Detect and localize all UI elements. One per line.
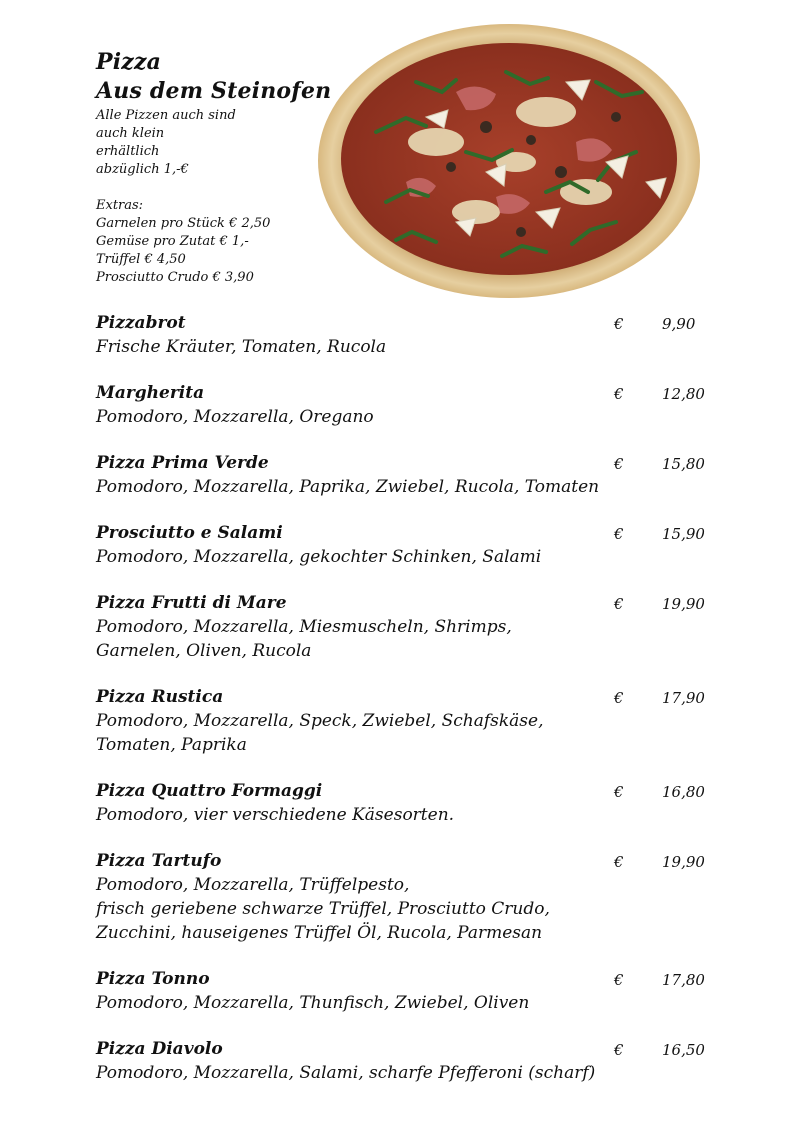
item-description bbox=[96, 873, 736, 945]
item-price: 12,80 bbox=[662, 385, 705, 403]
item-description bbox=[96, 709, 736, 757]
header-notes bbox=[96, 107, 270, 287]
item-currency: € bbox=[614, 689, 624, 707]
item-description-line: Pomodoro, Mozzarella, Oregano bbox=[96, 407, 374, 427]
item-name: Pizza Tartufo bbox=[96, 851, 222, 871]
pizza-photo-icon bbox=[316, 22, 702, 300]
note-line: Alle Pizzen auch sind bbox=[96, 108, 236, 123]
item-description-line: Tomaten, Paprika bbox=[96, 735, 247, 755]
item-currency: € bbox=[614, 385, 624, 403]
menu-item bbox=[96, 382, 736, 429]
item-name: Pizza Diavolo bbox=[96, 1039, 223, 1059]
extras-line: Garnelen pro Stück € 2,50 bbox=[96, 216, 271, 231]
menu-list bbox=[96, 312, 736, 1108]
item-description-line: frisch geriebene schwarze Trüffel, Prosciutto Crudo, bbox=[96, 899, 550, 919]
item-price: 16,80 bbox=[662, 783, 705, 801]
menu-item bbox=[96, 452, 736, 499]
menu-item bbox=[96, 686, 736, 757]
item-description-line: Zucchini, hauseigenes Trüffel Öl, Rucola, Parmesan bbox=[96, 923, 543, 943]
item-description bbox=[96, 475, 736, 499]
item-description bbox=[96, 991, 736, 1015]
item-name: Margherita bbox=[96, 383, 205, 403]
item-currency: € bbox=[614, 853, 624, 871]
item-price: 15,90 bbox=[662, 525, 705, 543]
item-currency: € bbox=[614, 783, 624, 801]
item-description bbox=[96, 405, 736, 429]
item-currency: € bbox=[614, 315, 624, 333]
item-description bbox=[96, 545, 736, 569]
note-line-blank bbox=[96, 179, 270, 197]
item-currency: € bbox=[614, 525, 624, 543]
item-description-line: Pomodoro, Mozzarella, gekochter Schinken, Salami bbox=[96, 547, 542, 567]
extras-line: Prosciutto Crudo € 3,90 bbox=[96, 270, 254, 285]
note-line: erhältlich bbox=[96, 144, 160, 159]
item-price: 19,90 bbox=[662, 853, 705, 871]
menu-item bbox=[96, 312, 736, 359]
item-description-line: Garnelen, Oliven, Rucola bbox=[96, 641, 312, 661]
item-description-line: Pomodoro, Mozzarella, Paprika, Zwiebel, Rucola, Tomaten bbox=[96, 477, 600, 497]
page-title bbox=[96, 48, 331, 106]
item-name: Pizza Frutti di Mare bbox=[96, 593, 287, 613]
item-price: 9,90 bbox=[662, 315, 696, 333]
item-description bbox=[96, 803, 736, 827]
item-price: 17,90 bbox=[662, 689, 705, 707]
menu-item bbox=[96, 850, 736, 945]
item-currency: € bbox=[614, 595, 624, 613]
item-description-line: Pomodoro, vier verschiedene Käsesorten. bbox=[96, 805, 455, 825]
extras-line: Trüffel € 4,50 bbox=[96, 252, 186, 267]
item-description-line: Pomodoro, Mozzarella, Salami, scharfe Pfefferoni (scharf) bbox=[96, 1063, 596, 1083]
extras-heading: Extras: bbox=[96, 198, 144, 213]
note-line: abzüglich 1,-€ bbox=[96, 162, 189, 177]
item-currency: € bbox=[614, 971, 624, 989]
item-description-line: Pomodoro, Mozzarella, Thunfisch, Zwiebel, Oliven bbox=[96, 993, 530, 1013]
item-price: 16,50 bbox=[662, 1041, 705, 1059]
item-name: Prosciutto e Salami bbox=[96, 523, 283, 543]
item-description-line: Pomodoro, Mozzarella, Speck, Zwiebel, Schafskäse, bbox=[96, 711, 544, 731]
item-currency: € bbox=[614, 455, 624, 473]
item-currency: € bbox=[614, 1041, 624, 1059]
menu-item bbox=[96, 592, 736, 663]
item-description-line: Pomodoro, Mozzarella, Trüffelpesto, bbox=[96, 875, 410, 895]
menu-item bbox=[96, 1038, 736, 1085]
item-price: 17,80 bbox=[662, 971, 705, 989]
extras-line: Gemüse pro Zutat € 1,- bbox=[96, 234, 249, 249]
item-name: Pizza Quattro Formaggi bbox=[96, 781, 323, 801]
item-name: Pizzabrot bbox=[96, 313, 186, 333]
item-description bbox=[96, 615, 736, 663]
item-name: Pizza Tonno bbox=[96, 969, 210, 989]
title-line-2: Aus dem Steinofen bbox=[96, 78, 332, 104]
item-description bbox=[96, 1061, 736, 1085]
menu-item bbox=[96, 780, 736, 827]
item-description-line: Pomodoro, Mozzarella, Miesmuscheln, Shrimps, bbox=[96, 617, 512, 637]
item-description-line: Frische Kräuter, Tomaten, Rucola bbox=[96, 337, 387, 357]
item-price: 19,90 bbox=[662, 595, 705, 613]
item-description bbox=[96, 335, 736, 359]
item-name: Pizza Prima Verde bbox=[96, 453, 269, 473]
note-line: auch klein bbox=[96, 126, 165, 141]
menu-item bbox=[96, 522, 736, 569]
item-name: Pizza Rustica bbox=[96, 687, 224, 707]
item-price: 15,80 bbox=[662, 455, 705, 473]
menu-item bbox=[96, 968, 736, 1015]
title-line-1: Pizza bbox=[96, 49, 162, 75]
